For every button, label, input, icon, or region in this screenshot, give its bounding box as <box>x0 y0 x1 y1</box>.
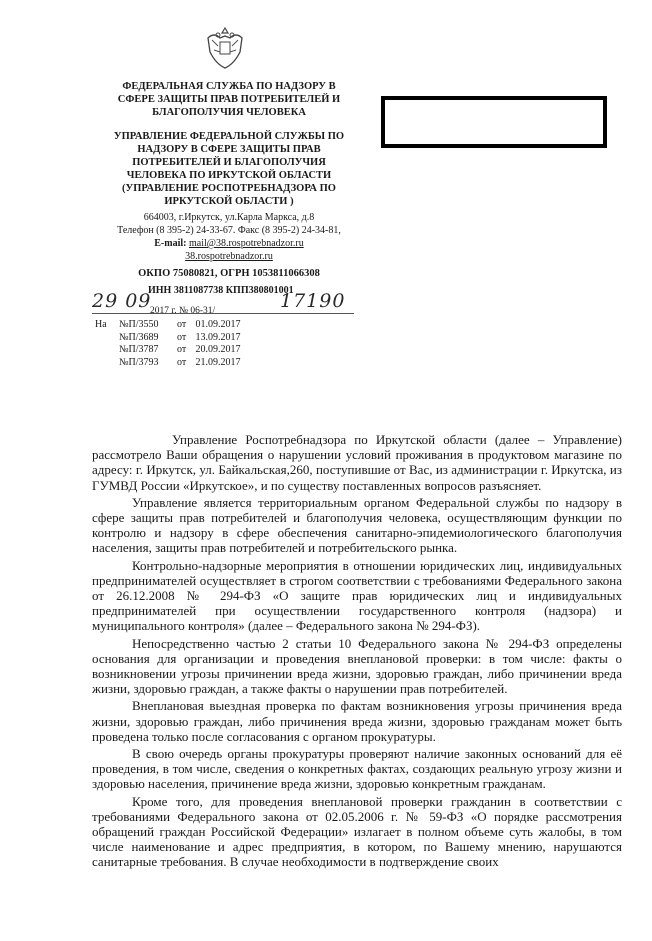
reference-from: от <box>177 331 187 343</box>
office-line: УПРАВЛЕНИЕ ФЕДЕРАЛЬНОЙ СЛУЖБЫ ПО <box>113 131 345 142</box>
reference-date: 01.09.2017 <box>195 319 241 330</box>
reference-row <box>95 332 241 345</box>
coat-of-arms-emblem <box>204 24 246 72</box>
agency-line: СФЕРЕ ЗАЩИТЫ ПРАВ ПОТРЕБИТЕЛЕЙ И <box>117 94 341 105</box>
office-line: ИРКУТСКОЙ ОБЛАСТИ ) <box>164 196 294 207</box>
reference-from: от <box>177 356 187 368</box>
email-label: E-mail: <box>154 238 187 249</box>
office-email-row <box>84 237 374 250</box>
office-line: ЧЕЛОВЕКА ПО ИРКУТСКОЙ ОБЛАСТИ <box>126 170 332 181</box>
agency-name <box>84 80 374 119</box>
agency-line: ФЕДЕРАЛЬНАЯ СЛУЖБА ПО НАДЗОРУ В <box>122 81 336 92</box>
body-paragraph: Кроме того, для проведения внеплановой проверки гражданин в соответствии с требованиями Федерального закона от 02.05.2006 г. № 59-ФЗ «О порядке рассмотрения обращений граждан Российской Федерации» излагает в полном объеме суть жалобы, в том числе наименование и адрес предприятия, в котором, по Вашему мнению, нарушаются санитарные требования. В случае необходимости в подтверждение своих <box>92 793 622 870</box>
reference-number: №П/3550 <box>119 319 159 330</box>
body-paragraph: В свою очередь органы прокуратуры проверяют наличие законных оснований для её проведения, в том числе, сведения о конкретных фактах, создающих реальную угрозу жизни и здоровью населения, причинение вреда жизни, здоровью конкретным гражданам. <box>92 746 622 792</box>
body-paragraph: Контрольно-надзорные мероприятия в отношении юридических лиц, индивидуальных предпринимателей осуществляет в строгом соответствии с требованиями Федерального закона от 26.12.2008 № 294-ФЗ «О защите прав юридических лиц и индивидуальных предпринимателей при осуществлении государственного контроля (надзора) и муниципального контроля» (далее – Федерального закона № 294-ФЗ). <box>92 557 622 634</box>
website-link[interactable]: 38.rospotrebnadzor.ru <box>185 251 273 262</box>
contact-block <box>84 211 374 263</box>
reference-number: №П/3787 <box>119 344 159 355</box>
reference-from: от <box>177 319 187 330</box>
office-phone: Телефон (8 395-2) 24-33-67. Факс (8 395-2) 24-34-81, <box>117 225 341 236</box>
office-line: НАДЗОРУ В СФЕРЕ ЗАЩИТЫ ПРАВ <box>137 144 321 155</box>
reference-row <box>95 357 241 370</box>
reference-row <box>95 319 241 332</box>
letter-body <box>92 432 622 872</box>
handwritten-date: 29 09 <box>92 290 152 312</box>
reference-date: 21.09.2017 <box>195 356 241 368</box>
reference-date: 20.09.2017 <box>195 344 241 355</box>
reference-date: 13.09.2017 <box>195 331 241 343</box>
body-paragraph: Управление Роспотребнадзора по Иркутской области (далее – Управление) рассмотрело Ваши обращения о нарушении условий проживания в продуктовом магазине по адресу: г. Иркутск, ул. Байкальская,260, поступившие от Вас, из администрации г. Иркутска, из ГУМВД России «Иркутское», и по существу поставленных вопросов разъясняет. <box>92 432 622 493</box>
reference-row <box>95 344 241 357</box>
office-line: (УПРАВЛЕНИЕ РОСПОТРЕБНАДЗОРА ПО <box>122 183 336 194</box>
redacted-recipient-box <box>381 96 607 148</box>
signature-line <box>92 313 354 314</box>
reference-number: №П/3793 <box>119 356 159 368</box>
reference-from: от <box>177 344 187 355</box>
office-name <box>84 130 374 208</box>
email-link[interactable]: mail@38.rospotrebnadzor.ru <box>188 238 304 249</box>
body-paragraph: Управление является территориальным органом Федеральной службы по надзору в сфере защиты прав потребителей и благополучия человека, осуществляющим функции по контролю и надзору в сфере обеспечения санитарно-эпидемиологического благополучия населения, защиты прав потребителей и потребительского рынка. <box>92 494 622 556</box>
reference-list <box>95 319 241 369</box>
outgoing-number-printed: 2017 г. № 06-31/ <box>150 306 216 316</box>
okpo-line <box>84 267 374 280</box>
okpo-text: ОКПО 75080821, ОГРН 1053811066308 <box>138 268 320 279</box>
reference-prefix: На <box>95 319 107 330</box>
body-paragraph: Непосредственно частью 2 статьи 10 Федерального закона № 294-ФЗ определены основания для организации и проведения внеплановой проверки: в том числе: факты о возникновении угрозы причинении вреда жизни, здоровью граждан, либо причинении вреда жизни, здоровью граждан, а также факты о нарушении прав потребителей. <box>92 635 622 697</box>
body-paragraph: Внеплановая выездная проверка по фактам возникновения угрозы причинения вреда жизни, здоровью граждан, либо причинения вреда жизни, здоровью гражданам может быть проведена только после согласования с органом прокуратуры. <box>92 698 622 744</box>
agency-line: БЛАГОПОЛУЧИЯ ЧЕЛОВЕКА <box>152 107 306 118</box>
office-address: 664003, г.Иркутск, ул.Карла Маркса, д.8 <box>143 212 315 223</box>
reference-number: №П/3689 <box>119 331 159 343</box>
office-line: ПОТРЕБИТЕЛЕЙ И БЛАГОПОЛУЧИЯ <box>132 157 326 168</box>
inn-line: ИНН 3811087738 КПП380801001 <box>148 285 294 296</box>
handwritten-number: 17190 <box>280 290 346 312</box>
